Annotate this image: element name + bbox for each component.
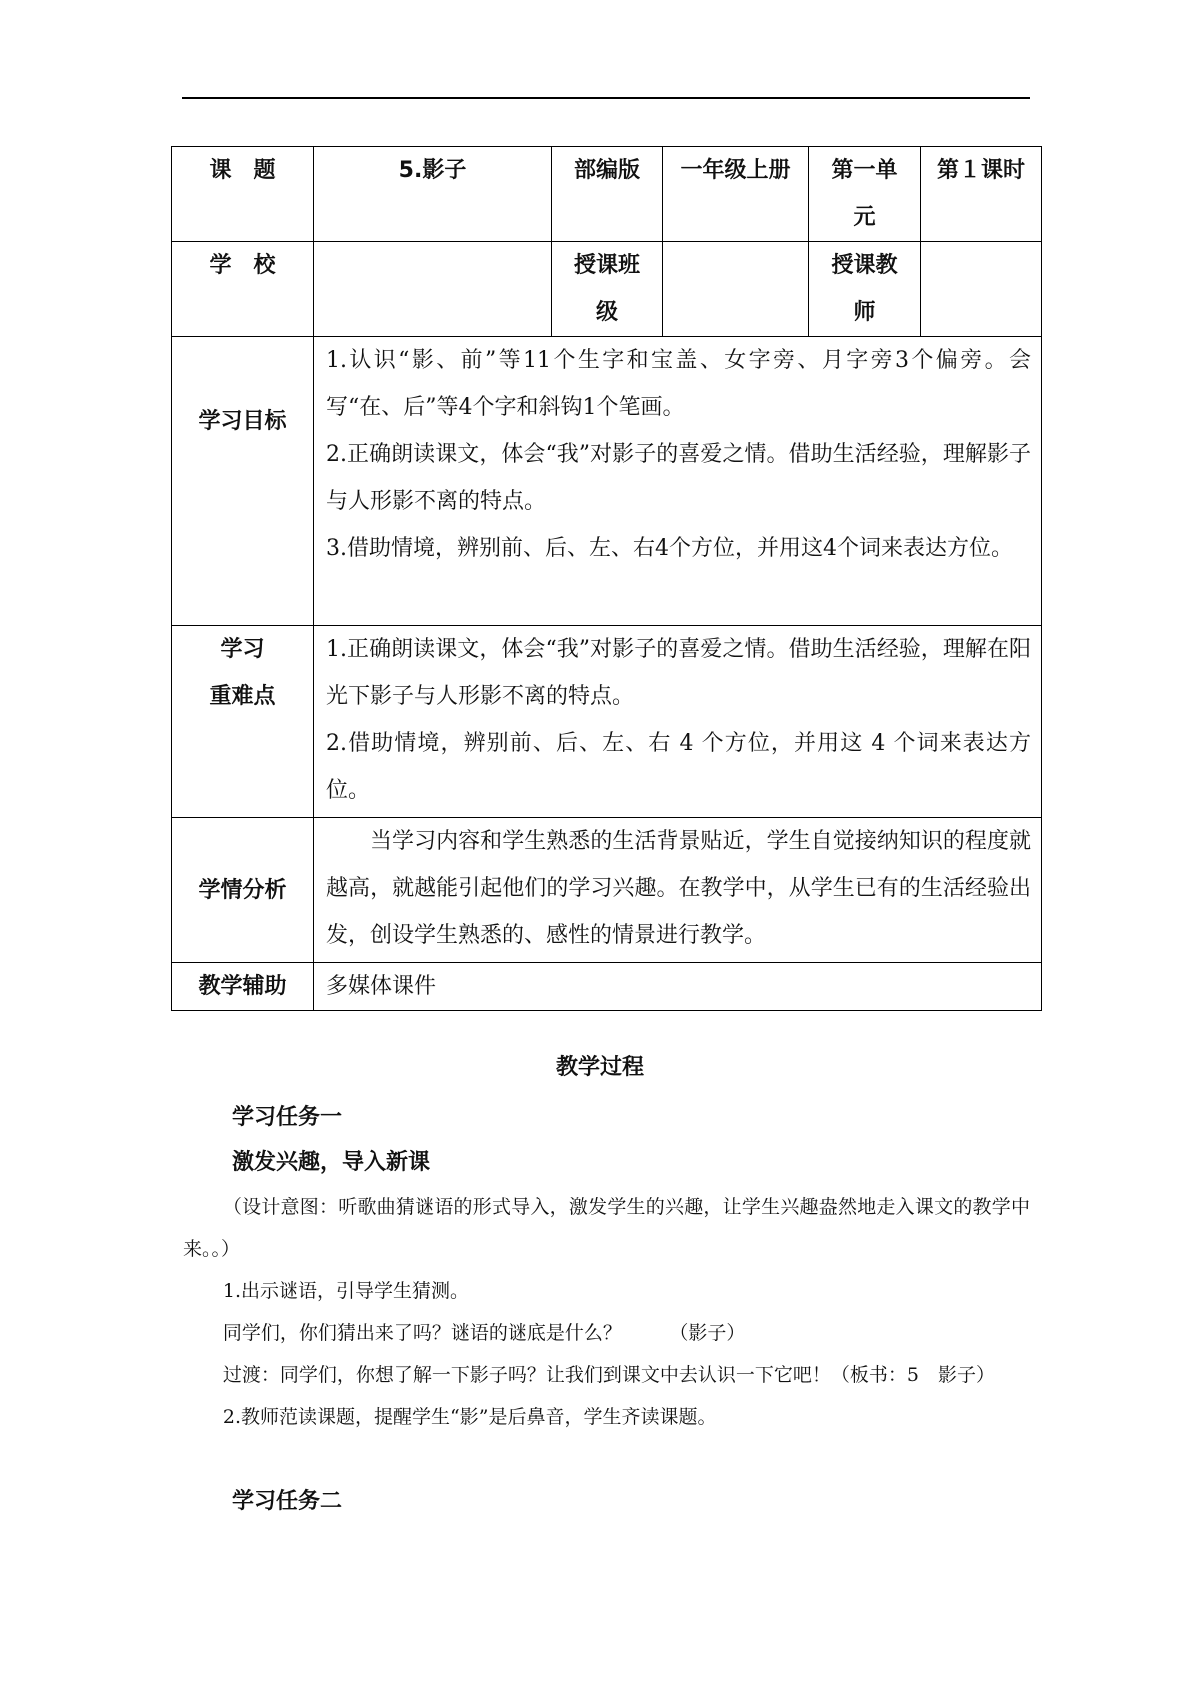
table-row-goals bbox=[172, 337, 1042, 626]
process-title: 教学过程 bbox=[555, 1055, 644, 1080]
label-goals: 学习目标 bbox=[172, 337, 314, 626]
analysis-content: 当学习内容和学生熟悉的生活背景贴近，学生自觉接纳知识的程度就越高，就越能引起他们的学习兴趣。在教学中，从学生已有的生活经验出发，创设学生熟悉的、感性的情景进行教学。 bbox=[314, 818, 1042, 963]
design-intent-paragraph: （设计意图：听歌曲猜谜语的形式导入，激发学生的兴趣，让学生兴趣盎然地走入课文的教学中来。。） bbox=[183, 1196, 1030, 1260]
label-class: 授课班级 bbox=[552, 242, 663, 337]
label-key-points-line2: 重难点 bbox=[209, 684, 276, 709]
class-value bbox=[663, 242, 809, 337]
table-row-title bbox=[172, 147, 1042, 242]
question-paragraph: 同学们，你们猜出来了吗？谜语的谜底是什么？ （影子） bbox=[222, 1322, 746, 1344]
table-row-school bbox=[172, 242, 1042, 337]
key-point-item: 2.借助情境，辨别前、后、左、右 4 个方位，并用这 4 个词来表达方位。 bbox=[326, 731, 1031, 803]
school-value bbox=[314, 242, 552, 337]
goal-item: 2.正确朗读课文，体会“我”对影子的喜爱之情。借助生活经验，理解影子与人形影不离的特点。 bbox=[326, 442, 1031, 514]
label-key-points bbox=[172, 626, 314, 818]
transition-paragraph: 过渡：同学们，你想了解一下影子吗？让我们到课文中去认识一下它吧！（板书：5 影子） bbox=[222, 1364, 995, 1386]
table-row-aids bbox=[172, 963, 1042, 1011]
label-teacher: 授课教师 bbox=[809, 242, 921, 337]
label-analysis: 学情分析 bbox=[172, 818, 314, 963]
key-points-content bbox=[314, 626, 1042, 818]
lesson-title: 5.影子 bbox=[314, 147, 552, 242]
task1-subheading: 激发兴趣，导入新课 bbox=[232, 1150, 431, 1175]
key-point-item: 1.正确朗读课文，体会“我”对影子的喜爱之情。借助生活经验，理解在阳光下影子与人形影不离的特点。 bbox=[326, 637, 1031, 709]
label-key-points-line1: 学习 bbox=[220, 637, 265, 662]
lesson-period: 第１课时 bbox=[921, 147, 1042, 242]
task1-heading: 学习任务一 bbox=[232, 1105, 343, 1130]
grade: 一年级上册 bbox=[663, 147, 809, 242]
table-row-key-points bbox=[172, 626, 1042, 818]
step-paragraph: 1.出示谜语，引导学生猜测。 bbox=[222, 1280, 470, 1302]
goals-content bbox=[314, 337, 1042, 626]
process-body bbox=[183, 1186, 1030, 1438]
table-row-analysis bbox=[172, 818, 1042, 963]
aids-content: 多媒体课件 bbox=[314, 963, 1042, 1011]
unit: 第一单元 bbox=[809, 147, 921, 242]
label-aids: 教学辅助 bbox=[172, 963, 314, 1011]
task2-heading: 学习任务二 bbox=[232, 1489, 343, 1514]
label-topic: 课 题 bbox=[172, 147, 314, 242]
edition: 部编版 bbox=[552, 147, 663, 242]
goal-item: 3.借助情境，辨别前、后、左、右4个方位，并用这4个词来表达方位。 bbox=[326, 536, 1013, 561]
step-paragraph: 2.教师范读课题，提醒学生“影”是后鼻音，学生齐读课题。 bbox=[222, 1406, 717, 1428]
lesson-info-table bbox=[171, 146, 1042, 1011]
label-school: 学 校 bbox=[172, 242, 314, 337]
header-rule bbox=[182, 97, 1030, 99]
goal-item: 1.认识“影、前”等11个生字和宝盖、女字旁、月字旁3个偏旁。会写“在、后”等4个字和斜钩1个笔画。 bbox=[326, 348, 1031, 420]
teacher-value bbox=[921, 242, 1042, 337]
